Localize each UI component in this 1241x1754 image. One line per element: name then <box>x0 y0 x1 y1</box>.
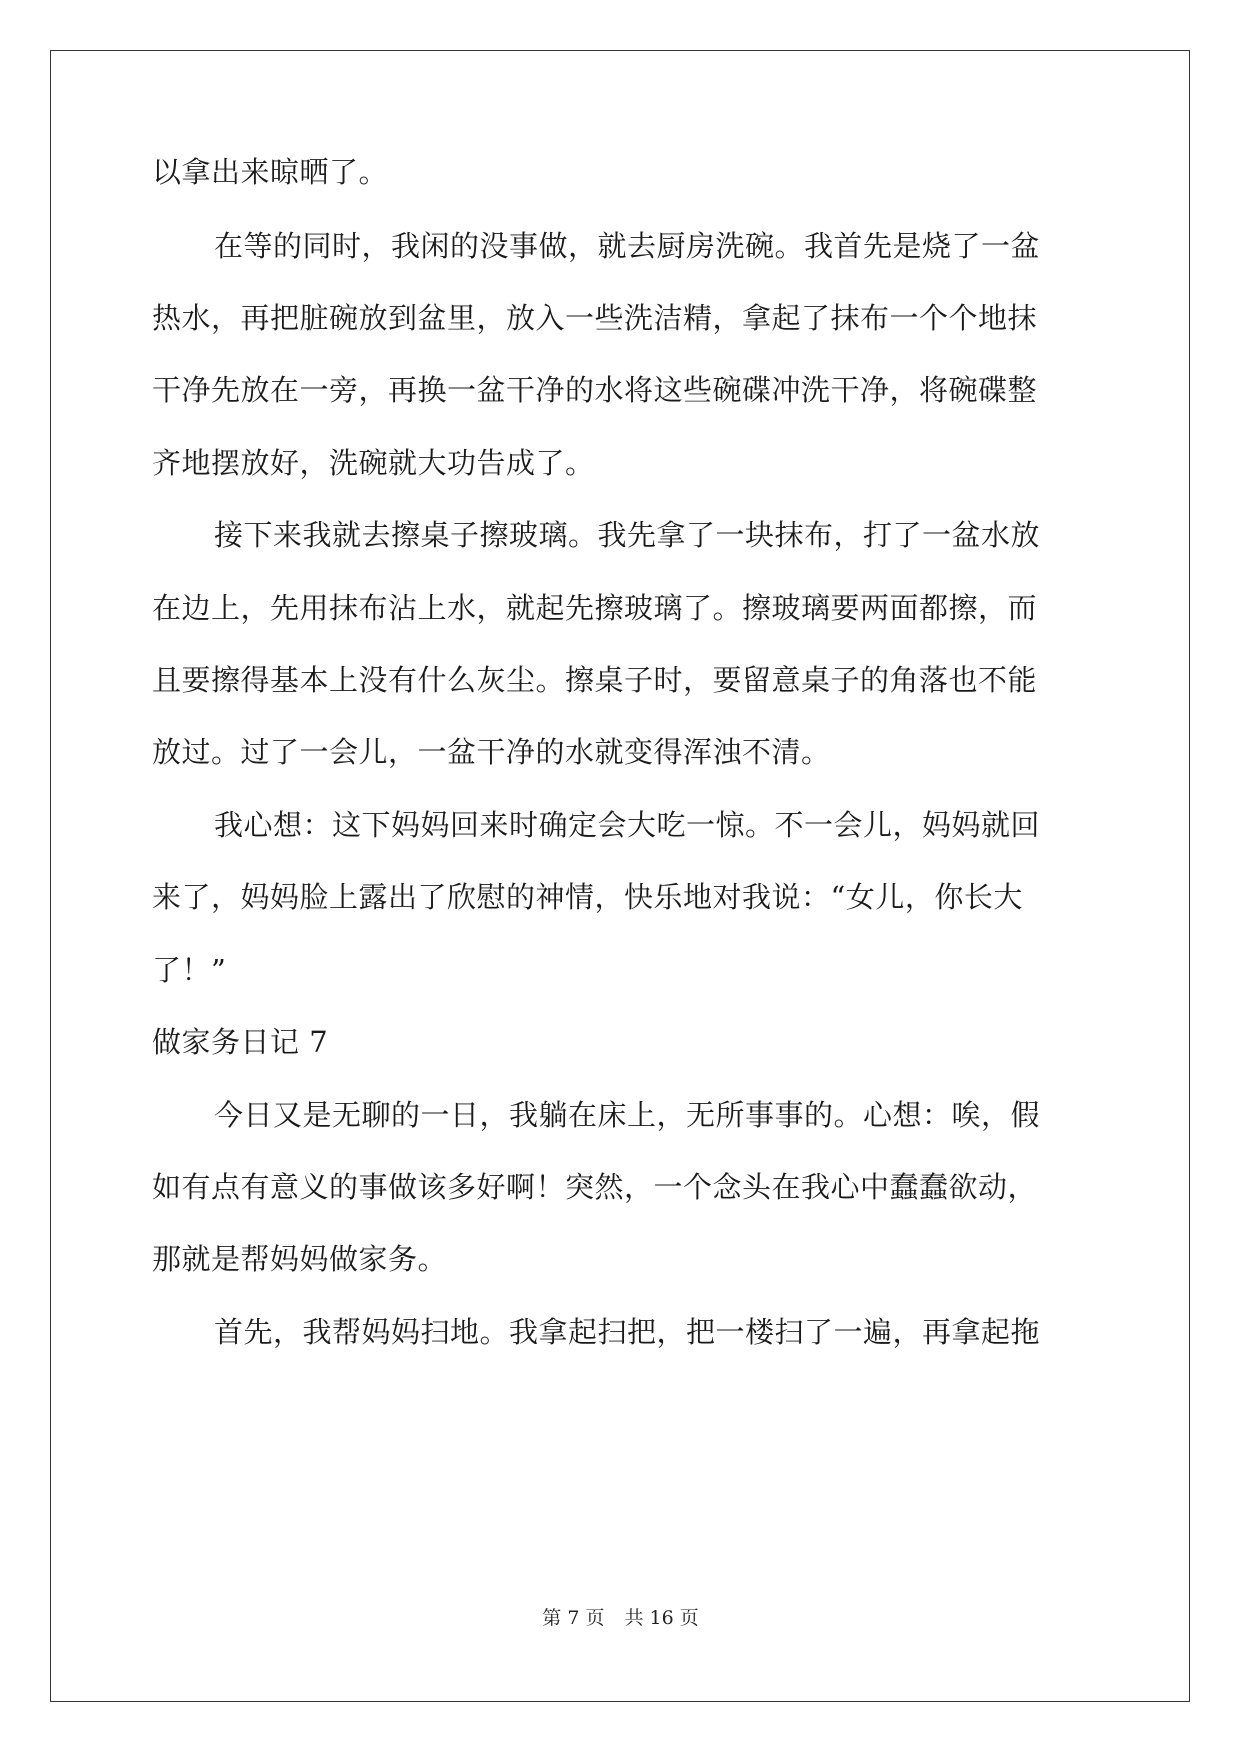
text-line: 在等的同时，我闲的没事做，就去厨房洗碗。我首先是烧了一盆 <box>214 229 1041 263</box>
text-line: 那就是帮妈妈做家务。 <box>152 1242 448 1276</box>
text-line: 如有点有意义的事做该多好啊！突然，一个念头在我心中蠢蠢欲动， <box>152 1170 1038 1204</box>
text-line: 来了，妈妈脸上露出了欣慰的神情，快乐地对我说：“女儿，你长大 <box>152 880 1023 914</box>
text-line: 齐地摆放好，洗碗就大功告成了。 <box>152 446 595 480</box>
text-line: 我心想：这下妈妈回来时确定会大吃一惊。不一会儿，妈妈就回 <box>214 808 1041 842</box>
page-number-total: 共 16 页 <box>624 1607 699 1629</box>
text-line: 接下来我就去擦桌子擦玻璃。我先拿了一块抹布，打了一盆水放 <box>214 518 1041 552</box>
text-line: 首先，我帮妈妈扫地。我拿起扫把，把一楼扫了一遍，再拿起拖 <box>214 1315 1041 1349</box>
text-line: 放过。过了一会儿，一盆干净的水就变得浑浊不清。 <box>152 735 831 769</box>
text-line: 且要擦得基本上没有什么灰尘。擦桌子时，要留意桌子的角落也不能 <box>152 663 1038 697</box>
text-line: 在边上，先用抹布沾上水，就起先擦玻璃了。擦玻璃要两面都擦，而 <box>152 591 1038 625</box>
text-line: 以拿出来晾晒了。 <box>152 155 389 189</box>
text-line: 热水，再把脏碗放到盆里，放入一些洗洁精，拿起了抹布一个个地抹 <box>152 301 1038 335</box>
text-line: 今日又是无聊的一日，我躺在床上，无所事事的。心想：唉，假 <box>214 1098 1041 1132</box>
text-line: 了！” <box>152 953 227 987</box>
text-line: 干净先放在一旁，再换一盆干净的水将这些碗碟冲洗干净，将碗碟整 <box>152 373 1038 407</box>
page-number-current: 第 7 页 <box>542 1607 605 1629</box>
section-heading: 做家务日记 7 <box>152 1025 329 1059</box>
page-footer <box>0 1605 1241 1631</box>
